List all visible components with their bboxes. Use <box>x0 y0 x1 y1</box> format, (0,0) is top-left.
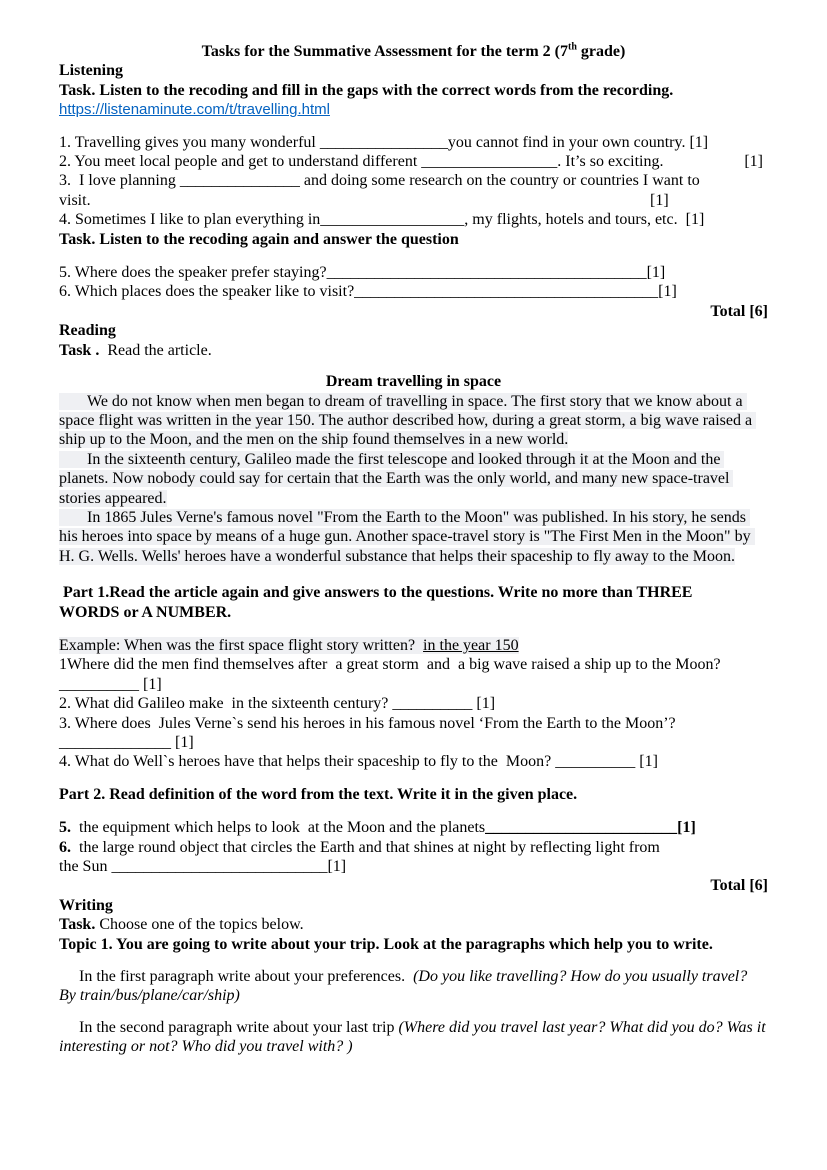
article-title: Dream travelling in space <box>325 373 502 391</box>
page-title <box>59 42 768 61</box>
part1-q3-line2 <box>59 733 768 752</box>
part2-q6-number: 6. <box>59 838 71 856</box>
writing-heading: Writing <box>59 896 113 914</box>
q6-mark: [1] <box>658 283 677 301</box>
part1-q3-blank: ______________ <box>59 734 171 751</box>
q1-text-end: you cannot find in your own country. <box>447 133 690 151</box>
page-title-text: Tasks for the Summative Assessment for the term 2 (7 <box>201 43 568 60</box>
writing-task-text: Choose one of the topics below. <box>95 916 304 934</box>
article-paragraph-3-text: In 1865 Jules Verne's famous novel "From the Earth to the Moon" was published. In his story, he sends his heroes into space by means of a huge gun. Another space-travel story is "The First Men in the Moon" by H. G. Wells. Wells' heroes have a wonderful substance that helps their spaceship to fly away to the Moon. <box>59 508 755 565</box>
part2-q6-text: the large round object that circles the Earth and that shines at night by reflecting light from <box>71 838 660 856</box>
part1-heading-line1: Part 1.Read the article again and give answers to the questions. Write no more than THREE <box>59 584 693 602</box>
listening-total: Total [6] <box>710 302 768 320</box>
page-title-end: grade) <box>576 43 626 60</box>
article-paragraph-2 <box>59 450 768 508</box>
q2-text: 2. You meet local people and get to understand different <box>59 153 422 171</box>
q2-mark: [1] <box>744 153 763 171</box>
part2-q5-number: 5. <box>59 819 71 837</box>
part1-q2-mark: [1] <box>472 695 496 713</box>
q1-text: 1. Travelling gives you many wonderful <box>59 133 320 151</box>
part2-q6-line1 <box>59 838 768 857</box>
writing-task-label: Task. <box>59 916 96 934</box>
reading-total: Total [6] <box>710 877 768 895</box>
part1-example <box>59 636 768 655</box>
listening-link-line <box>59 100 768 119</box>
part1-q4 <box>59 752 768 771</box>
part2-q6-mark: [1] <box>327 858 347 876</box>
listening-q1 <box>59 133 768 152</box>
q6-text: 6. Which places does the speaker like to visit? <box>59 283 355 301</box>
q4-text: 4. Sometimes I like to plan everything in <box>59 211 321 229</box>
part1-q3-line1: 3. Where does Jules Verne`s send his heroes in his famous novel ‘From the Earth to the Moon’? <box>59 714 676 732</box>
writing-paragraph-2 <box>59 1018 768 1057</box>
writing-paragraph-1 <box>59 967 768 1006</box>
q3-text: 3. I love planning <box>59 172 180 190</box>
listening-q2 <box>59 152 768 171</box>
part1-q2-blank: __________ <box>392 695 473 713</box>
q4-blank: __________________ <box>320 211 465 229</box>
q4-text-end: , my flights, hotels and tours, etc. <box>464 211 686 229</box>
part1-q1-mark: [1] <box>139 675 162 693</box>
listening-q4 <box>59 210 768 229</box>
article-paragraph-2-text: In the sixteenth century, Galileo made the first telescope and looked through it at the Moon and the planets. Now nobody could say for certain that the Earth was the only world, and many new space-travel stories appeared. <box>59 450 734 507</box>
part1-q2 <box>59 694 768 713</box>
part2-q6-text2: the Sun <box>59 858 112 876</box>
part2-heading: Part 2. Read definition of the word from the text. Write it in the given place. <box>59 785 578 803</box>
part2-q5-mark: [1] <box>677 819 696 837</box>
part2-q6-line2 <box>59 857 768 876</box>
listening-q3-line2 <box>59 191 768 210</box>
listening-q3-line1 <box>59 171 768 190</box>
writing-topic1: Topic 1. You are going to write about your trip. Look at the paragraphs which help you to write. <box>59 935 713 953</box>
title-superscript: th <box>568 41 577 53</box>
example-answer: in the year 150 <box>423 636 519 654</box>
part1-q2-text: 2. What did Galileo make in the sixteenth century? <box>59 695 393 713</box>
reading-task <box>59 341 768 360</box>
recording-link[interactable]: https://listenaminute.com/t/travelling.html <box>59 101 330 119</box>
q3-visit: visit. <box>59 191 91 209</box>
q5-mark: [1] <box>646 264 666 282</box>
part1-q4-text: 4. What do Well`s heroes have that helps their spaceship to fly to the Moon? <box>59 753 556 771</box>
listening-q6 <box>59 282 768 301</box>
part1-q3-mark: [1] <box>171 734 194 751</box>
writing-paragraph-1-text: In the first paragraph write about your preferences. <box>59 968 414 986</box>
q2-text-end: . It’s so exciting. <box>557 153 664 171</box>
part2-q5 <box>59 818 768 837</box>
q1-blank: ________________ <box>319 133 448 151</box>
part2-q5-text: the equipment which helps to look at the Moon and the planets <box>71 819 486 837</box>
q2-blank: _________________ <box>421 153 558 171</box>
reading-task-label: Task . <box>59 341 100 359</box>
example-highlight <box>59 637 519 654</box>
writing-paragraph-1-prompts: (Do you like travelling? How do you usually travel? By train/bus/plane/car/ship) <box>59 968 752 1005</box>
example-question: Example: When was the first space flight story written? <box>59 636 424 654</box>
listening-heading: Listening <box>59 62 124 80</box>
q5-text: 5. Where does the speaker prefer staying? <box>59 264 327 282</box>
reading-heading: Reading <box>59 322 116 340</box>
part1-q1-line1: 1Where did the men find themselves after a great storm and a big wave raised a ship up to the Moon? <box>59 656 721 674</box>
part1-q1-blank: __________ <box>59 675 139 693</box>
listening-q5 <box>59 263 768 282</box>
writing-task <box>59 915 768 934</box>
listening-task2: Task. Listen to the recoding again and answer the question <box>59 230 459 248</box>
q3-text-end: and doing some research on the country or countries I want to <box>299 172 700 190</box>
writing-paragraph-2-text: In the second paragraph write about your last trip <box>59 1018 399 1036</box>
article-paragraph-1-text: We do not know when men began to dream of travelling in space. The first story that we know about a space flight was written in the year 150. The author described how, during a great storm, a big wave raised a ship up to the Moon, and the men on the ship found themselves in a new world. <box>59 392 757 449</box>
reading-task-text: Read the article. <box>99 341 212 359</box>
q3-mark: [1] <box>650 191 669 209</box>
q1-mark: [1] <box>689 133 709 151</box>
writing-paragraph-2-prompts: (Where did you travel last year? What did you do? Was it interesting or not? Who did you travel with? ) <box>59 1018 770 1056</box>
part1-heading-line2: WORDS or A NUMBER. <box>59 603 232 621</box>
part1-q4-blank: __________ <box>555 753 636 771</box>
q3-blank: _______________ <box>179 172 300 190</box>
q5-blank: ________________________________________ <box>326 264 647 282</box>
q6-blank: ______________________________________ <box>354 283 659 301</box>
q4-mark: [1] <box>685 211 705 229</box>
part2-q6-blank: ___________________________ <box>111 858 328 876</box>
article-paragraph-1 <box>59 392 768 450</box>
part1-q1-line2 <box>59 675 768 694</box>
listening-task1: Task. Listen to the recoding and fill in the gaps with the correct words from the recording. <box>59 81 674 99</box>
article-paragraph-3 <box>59 508 768 566</box>
part1-q4-mark: [1] <box>635 753 658 771</box>
part2-q5-blank: ________________________ <box>485 819 678 837</box>
